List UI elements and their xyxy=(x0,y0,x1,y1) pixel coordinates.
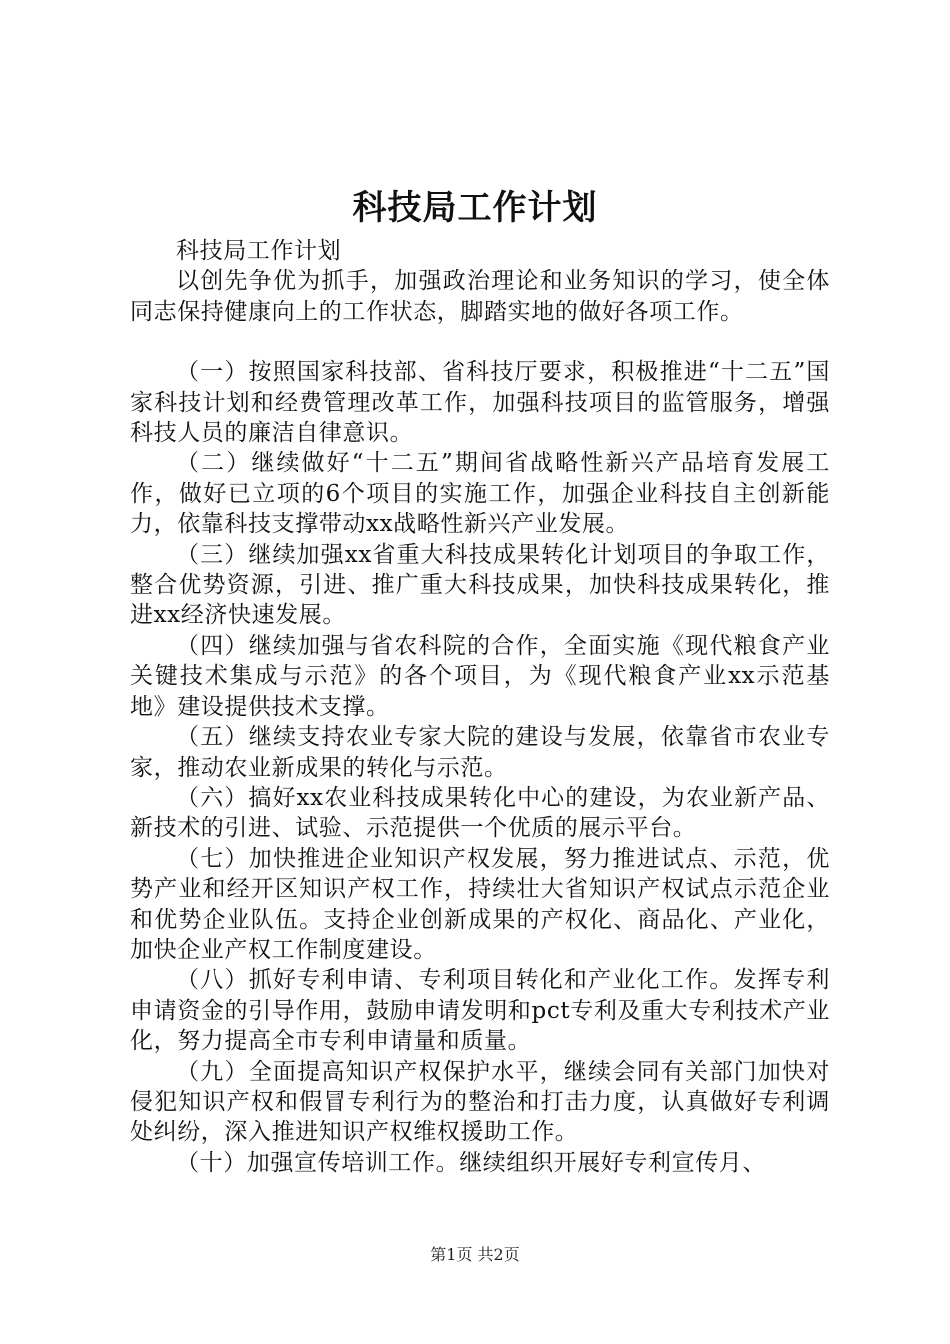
document-title: 科技局工作计划 xyxy=(352,188,598,228)
document-subtitle: 科技局工作计划 xyxy=(176,238,342,264)
paragraph-item-7: （七）加快推进企业知识产权发展，努力推进试点、示范，优势产业和经开区知识产权工作，持续壮大省知识产权试点示范企业和优势企业队伍。支持企业创新成果的产权化、商品化、产业化，加快企业产权工作制度建设。 xyxy=(130,845,830,963)
paragraph-intro: 以创先争优为抓手，加强政治理论和业务知识的学习，使全体同志保持健康向上的工作状态，脚踏实地的做好各项工作。 xyxy=(130,268,830,325)
paragraph-item-1: （一）按照国家科技部、省科技厅要求，积极推进“十二五”国家科技计划和经费管理改革工作，加强科技项目的监管服务，增强科技人员的廉洁自律意识。 xyxy=(130,359,830,447)
paragraph-item-3: （三）继续加强xx省重大科技成果转化计划项目的争取工作，整合优势资源，引进、推广重大科技成果，加快科技成果转化，推进xx经济快速发展。 xyxy=(130,541,830,629)
page-footer: 第1页 共2页 xyxy=(430,1245,520,1264)
paragraph-item-10: （十）加强宣传培训工作。继续组织开展好专利宣传月、 xyxy=(176,1149,766,1176)
paragraph-item-5: （五）继续支持农业专家大院的建设与发展，依靠省市农业专家，推动农业新成果的转化与示范。 xyxy=(130,724,830,781)
document-body xyxy=(130,236,830,1178)
paragraph-item-8: （八）抓好专利申请、专利项目转化和产业化工作。发挥专利申请资金的引导作用，鼓励申请发明和pct专利及重大专利技术产业化，努力提高全市专利申请量和质量。 xyxy=(130,967,830,1055)
paragraph-item-2: （二）继续做好“十二五”期间省战略性新兴产品培育发展工作，做好已立项的6个项目的实施工作，加强企业科技自主创新能力，依靠科技支撑带动xx战略性新兴产业发展。 xyxy=(130,450,830,538)
paragraph-item-9: （九）全面提高知识产权保护水平，继续会同有关部门加快对侵犯知识产权和假冒专利行为的整治和打击力度，认真做好专利调处纠纷，深入推进知识产权维权援助工作。 xyxy=(130,1058,830,1146)
paragraph-item-6: （六）搞好xx农业科技成果转化中心的建设，为农业新产品、新技术的引进、试验、示范提供一个优质的展示平台。 xyxy=(130,784,830,842)
paragraph-item-4: （四）继续加强与省农科院的合作，全面实施《现代粮食产业关键技术集成与示范》的各个项目，为《现代粮食产业xx示范基地》建设提供技术支撑。 xyxy=(130,632,830,720)
paragraph-spacer xyxy=(130,327,830,357)
